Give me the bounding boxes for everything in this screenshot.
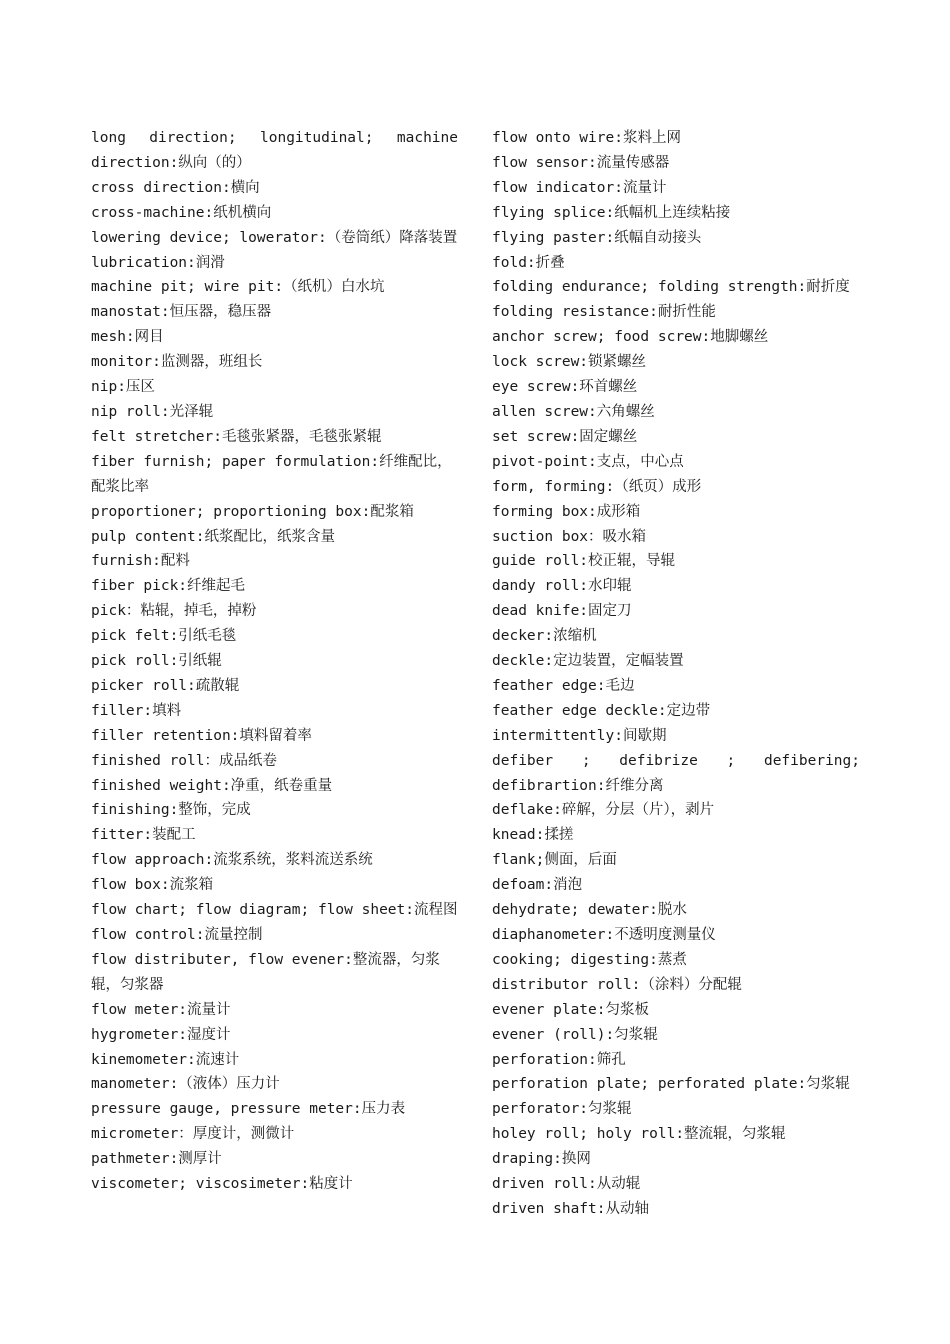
- glossary-entry: picker roll:疏散辊: [91, 677, 240, 694]
- glossary-entry: set screw:固定螺丝: [492, 428, 638, 445]
- glossary-entry: machine pit; wire pit:（纸机）白水坑: [91, 279, 385, 296]
- glossary-entry: evener plate:匀浆板: [492, 1001, 649, 1018]
- glossary-entry: lowering device; lowerator:（卷筒纸）降落装置: [91, 229, 458, 246]
- glossary-entry: intermittently:间歇期: [492, 727, 667, 744]
- glossary-entry: fiber pick:纤维起毛: [91, 578, 246, 595]
- glossary-entry: nip:压区: [91, 379, 155, 396]
- glossary-entry: dehydrate; dewater:脱水: [492, 902, 687, 919]
- glossary-entry: finishing:整饰，完成: [91, 802, 251, 819]
- left-column: [91, 126, 458, 1197]
- glossary-entry: mesh:网目: [91, 329, 164, 346]
- glossary-entry: cooking; digesting:蒸煮: [492, 951, 687, 968]
- glossary-entry: knead:揉搓: [492, 827, 574, 844]
- glossary-entry: deflake:碎解，分层（片），剥片: [492, 802, 715, 819]
- glossary-entry: eye screw:环首螺丝: [492, 379, 638, 396]
- glossary-entry: flow meter:流量计: [91, 1001, 231, 1018]
- glossary-entry: perforator:匀浆辊: [492, 1101, 632, 1118]
- glossary-entry: feather edge deckle:定边带: [492, 702, 711, 719]
- glossary-entry: driven roll:从动辊: [492, 1176, 641, 1193]
- glossary-entry: decker:浓缩机: [492, 628, 597, 645]
- glossary-entry: flow chart; flow diagram; flow sheet:流程图: [91, 902, 458, 919]
- glossary-entry: folding endurance; folding strength:耐折度: [492, 279, 850, 296]
- glossary-entry: flying splice:纸幅机上连续粘接: [492, 204, 731, 221]
- glossary-entry: flank;侧面，后面: [492, 852, 617, 869]
- glossary-entry: anchor screw; food screw:地脚螺丝: [492, 329, 769, 346]
- glossary-entry: flow approach:流浆系统，浆料流送系统: [91, 852, 373, 869]
- glossary-entry: flow distributer, flow evener:整流器，匀浆辊，匀浆器: [91, 951, 440, 993]
- glossary-entry: pathmeter:测厚计: [91, 1151, 222, 1168]
- glossary-entry: hygrometer:湿度计: [91, 1026, 231, 1043]
- glossary-entry: flow box:流浆箱: [91, 877, 214, 894]
- glossary-entry: flow onto wire:浆料上网: [492, 130, 681, 146]
- glossary-entry: evener (roll):匀浆辊: [492, 1026, 658, 1043]
- glossary-entry: felt stretcher:毛毯张紧器，毛毯张紧辊: [91, 428, 382, 445]
- glossary-entry: dandy roll:水印辊: [492, 578, 632, 595]
- glossary-entry: proportioner; proportioning box:配浆箱: [91, 503, 414, 520]
- glossary-entry: distributor roll:（涂料）分配辊: [492, 976, 742, 993]
- glossary-entry: holey roll; holy roll:整流辊，匀浆辊: [492, 1126, 786, 1143]
- glossary-entry: cross-machine:纸机横向: [91, 204, 272, 221]
- glossary-entry: pivot-point:支点，中心点: [492, 453, 684, 470]
- glossary-entry: flying paster:纸幅自动接头: [492, 229, 702, 246]
- glossary-entry: cross direction:横向: [91, 179, 260, 196]
- glossary-entry: diaphanometer:不透明度测量仪: [492, 927, 716, 943]
- glossary-entry: suction box：吸水箱: [492, 528, 647, 545]
- glossary-entry: pressure gauge, pressure meter:压力表: [91, 1101, 406, 1118]
- glossary-entry: furnish:配料: [91, 553, 190, 570]
- glossary-entry: perforation plate; perforated plate:匀浆辊: [492, 1076, 850, 1093]
- glossary-entry: feather edge:毛边: [492, 677, 635, 694]
- glossary-entry: folding resistance:耐折性能: [492, 304, 716, 321]
- glossary-entry: perforation:筛孔: [492, 1051, 626, 1068]
- glossary-entry: lubrication:润滑: [91, 254, 225, 271]
- glossary-entry: forming box:成形箱: [492, 503, 641, 520]
- glossary-entry: flow indicator:流量计: [492, 179, 667, 196]
- glossary-entry: kinemometer:流速计: [91, 1051, 240, 1068]
- glossary-entry: pulp content:纸浆配比，纸浆含量: [91, 528, 335, 545]
- glossary-entry: filler retention:填料留着率: [91, 727, 312, 744]
- glossary-entry: dead knife:固定刀: [492, 603, 632, 620]
- right-column: [492, 126, 860, 1222]
- glossary-entry: fiber furnish; paper formulation:纤维配比，配浆比率: [91, 453, 452, 495]
- glossary-entry: finished weight:净重，纸卷重量: [91, 777, 333, 794]
- glossary-entry: guide roll:校正辊，导辊: [492, 553, 676, 570]
- glossary-entry: micrometer：厚度计，测微计: [91, 1126, 295, 1143]
- glossary-entry: filler:填料: [91, 702, 182, 719]
- glossary-entry: fitter:装配工: [91, 827, 196, 844]
- glossary-entry: monitor:监测器，班组长: [91, 354, 263, 371]
- glossary-entry: flow sensor:流量传感器: [492, 154, 670, 171]
- glossary-entry: draping:换网: [492, 1151, 591, 1168]
- glossary-entry: pick roll:引纸辊: [91, 653, 222, 670]
- glossary-entry: fold:折叠: [492, 254, 565, 271]
- glossary-entry: deckle:定边装置，定幅装置: [492, 653, 684, 670]
- glossary-entry: manostat:恒压器，稳压器: [91, 304, 272, 321]
- glossary-entry: pick：粘辊，掉毛，掉粉: [91, 603, 257, 620]
- glossary-entry: lock screw:锁紧螺丝: [492, 354, 647, 371]
- glossary-entry: manometer:（液体）压力计: [91, 1076, 280, 1093]
- glossary-entry: defiber ; defibrize ; defibering; defibrartion:纤维分离: [492, 752, 860, 794]
- glossary-entry: flow control:流量控制: [91, 927, 263, 943]
- glossary-entry: finished roll：成品纸卷: [91, 752, 277, 769]
- glossary-entry: long direction; longitudinal; machine direction:纵向（的）: [91, 130, 458, 171]
- glossary-entry: nip roll:光泽辊: [91, 403, 214, 420]
- glossary-entry: driven shaft:从动轴: [492, 1200, 649, 1217]
- glossary-entry: form, forming:（纸页）成形: [492, 478, 702, 495]
- glossary-entry: viscometer; viscosimeter:粘度计: [91, 1176, 353, 1193]
- glossary-entry: allen screw:六角螺丝: [492, 403, 655, 420]
- glossary-entry: pick felt:引纸毛毯: [91, 628, 237, 645]
- glossary-entry: defoam:消泡: [492, 877, 583, 894]
